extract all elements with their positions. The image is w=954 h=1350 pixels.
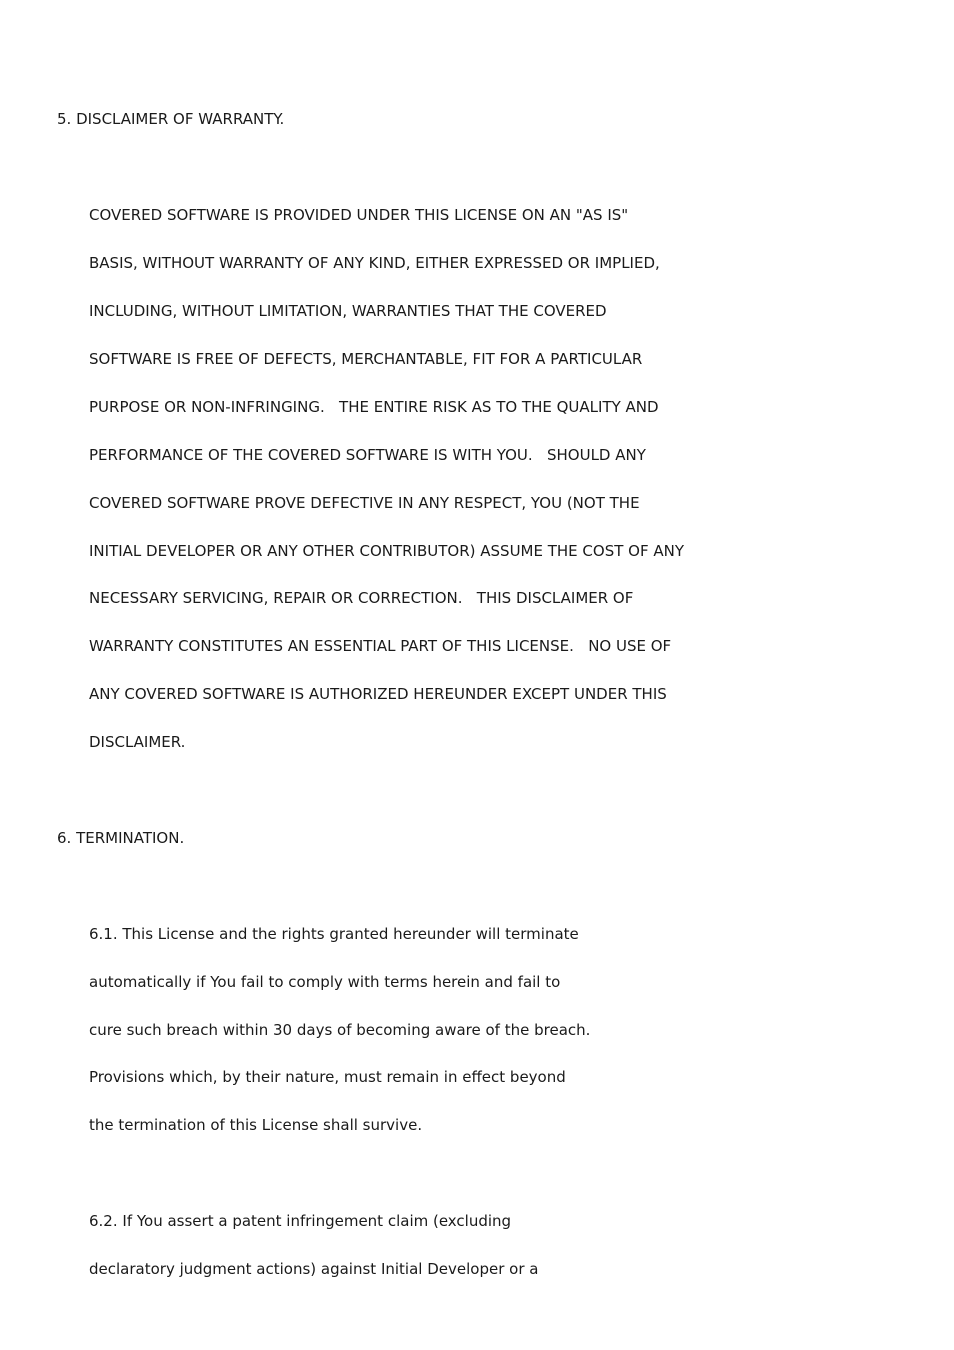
paragraph-line: COVERED SOFTWARE PROVE DEFECTIVE IN ANY RESPECT, YOU (NOT THE (89, 494, 640, 512)
paragraph-line: SOFTWARE IS FREE OF DEFECTS, MERCHANTABLE, FIT FOR A PARTICULAR (89, 350, 643, 368)
paragraph-line: PURPOSE OR NON-INFRINGING. THE ENTIRE RISK AS TO THE QUALITY AND (89, 398, 659, 416)
paragraph-line: Provisions which, by their nature, must remain in effect beyond (89, 1068, 566, 1086)
section-heading: 5. DISCLAIMER OF WARRANTY. (57, 110, 285, 128)
paragraph-line: DISCLAIMER. (89, 733, 186, 751)
paragraph-line: declaratory judgment actions) against Initial Developer or a (89, 1260, 539, 1278)
paragraph-line: ANY COVERED SOFTWARE IS AUTHORIZED HEREUNDER EXCEPT UNDER THIS (89, 685, 667, 703)
paragraph-line: COVERED SOFTWARE IS PROVIDED UNDER THIS LICENSE ON AN "AS IS" (89, 206, 629, 224)
paragraph-line: 6.2. If You assert a patent infringement claim (excluding (89, 1212, 512, 1230)
paragraph-line: cure such breach within 30 days of becoming aware of the breach. (89, 1021, 591, 1039)
paragraph-line: NECESSARY SERVICING, REPAIR OR CORRECTION. THIS DISCLAIMER OF (89, 589, 634, 607)
paragraph-line: WARRANTY CONSTITUTES AN ESSENTIAL PART OF THIS LICENSE. NO USE OF (89, 637, 672, 655)
paragraph-line: 6.1. This License and the rights granted hereunder will terminate (89, 925, 579, 943)
paragraph-line: INITIAL DEVELOPER OR ANY OTHER CONTRIBUTOR) ASSUME THE COST OF ANY (89, 542, 685, 560)
paragraph-line: PERFORMANCE OF THE COVERED SOFTWARE IS WITH YOU. SHOULD ANY (89, 446, 646, 464)
paragraph-line: the termination of this License shall survive. (89, 1116, 423, 1134)
section-heading: 6. TERMINATION. (57, 829, 185, 847)
paragraph-line: automatically if You fail to comply with terms herein and fail to (89, 973, 561, 991)
paragraph-line: INCLUDING, WITHOUT LIMITATION, WARRANTIES THAT THE COVERED (89, 302, 607, 320)
paragraph-line: BASIS, WITHOUT WARRANTY OF ANY KIND, EITHER EXPRESSED OR IMPLIED, (89, 254, 660, 272)
